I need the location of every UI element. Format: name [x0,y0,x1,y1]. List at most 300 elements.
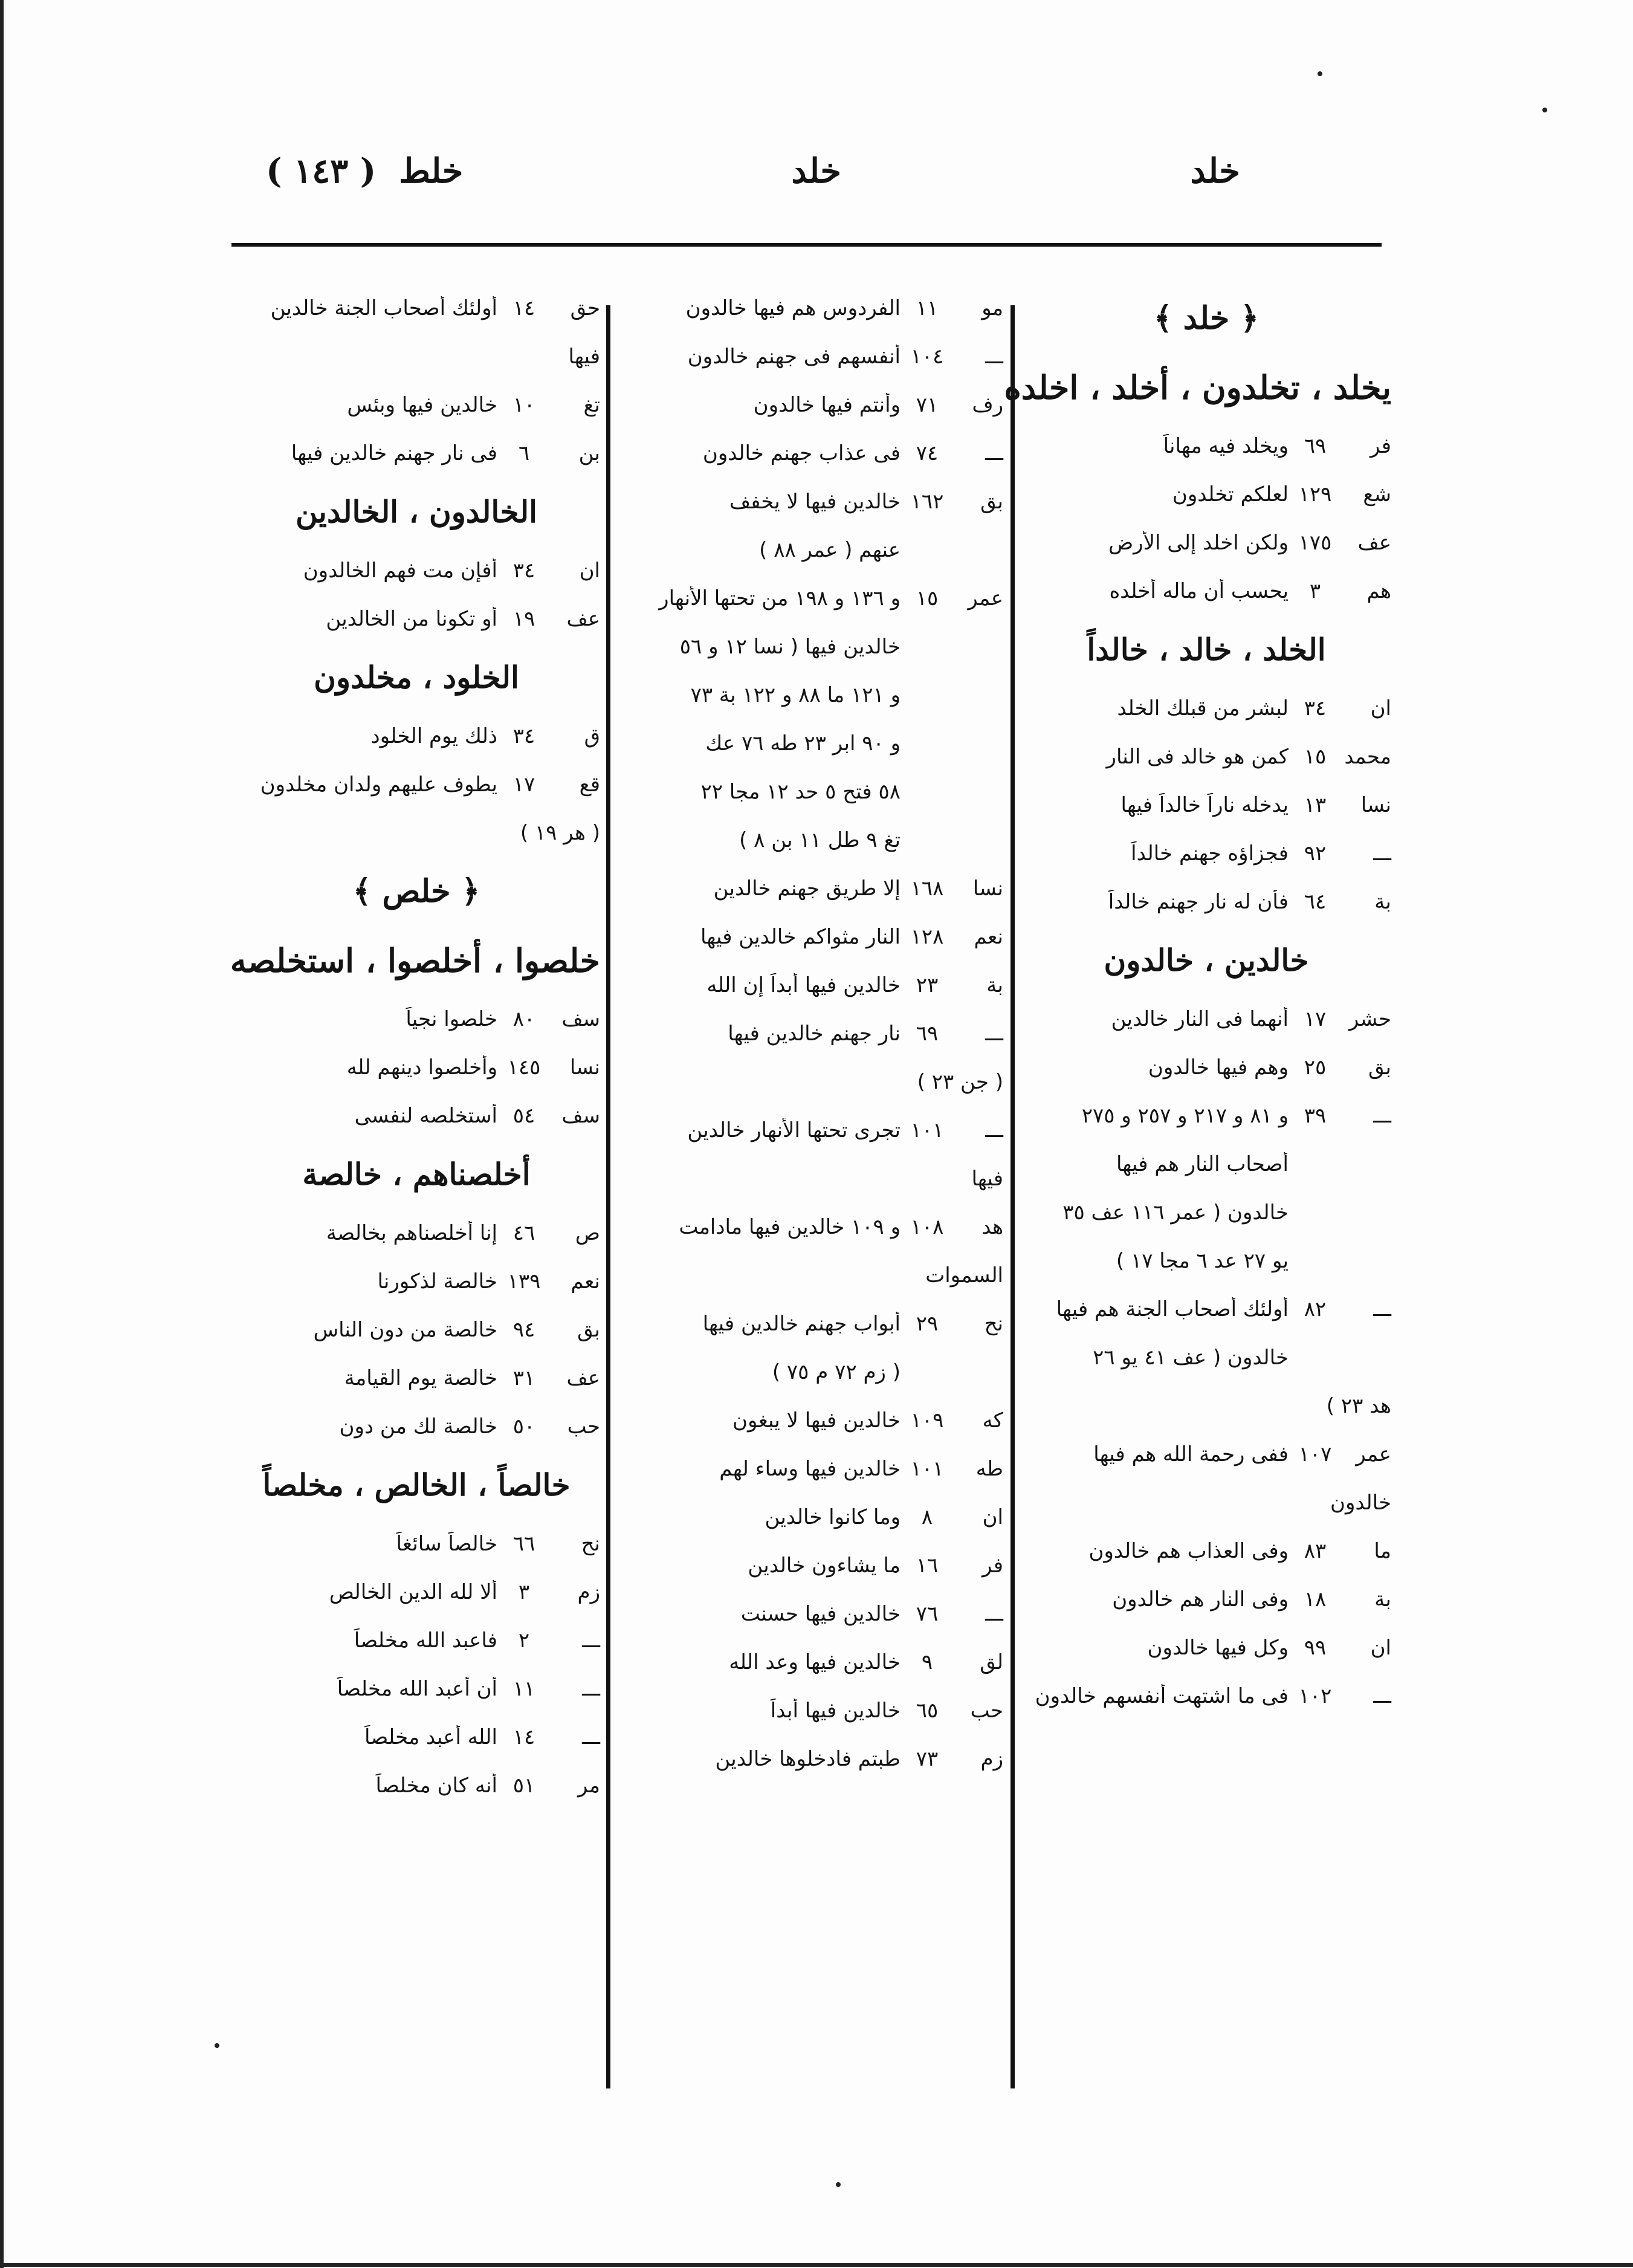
verse-excerpt: فى نار جهنم خالدين فيها [291,441,497,465]
verse-number: ٩٤ [513,1318,535,1342]
verse-excerpt: خالدين فيها أبداً [770,1699,901,1723]
surah-code: ان [982,1505,1003,1529]
entry-row [1021,1092,1391,1140]
verse-excerpt: وفى النار هم خالدون [1112,1587,1289,1612]
verse-number: ١٢٩ [1298,482,1332,507]
surah-code: عف [1357,531,1391,555]
verse-excerpt: ففى رحمة الله هم فيها [1093,1442,1289,1466]
surah-code: فر [1369,434,1391,458]
entry-row [1021,781,1391,829]
entry-row [233,429,600,478]
entry-row [616,1735,1003,1783]
verse-number: ٦ [518,441,530,465]
verse-number: ١٧ [1304,1007,1327,1031]
verse-excerpt: خالصة من دون الناس [313,1318,497,1342]
verse-number: ٨٠ [513,1007,535,1031]
verse-excerpt: يحسب أن ماله أخلده [1109,579,1289,603]
verse-excerpt: خالدين فيها وبئس [347,393,497,417]
word-forms-subheading: الخلود ، مخلدون [314,659,519,695]
word-forms-subheading: خالصاً ، الخالص ، مخلصاً [262,1467,571,1503]
verse-number: ١٩ [513,607,535,631]
entry-continuation [616,816,1003,864]
verse-number: ١٢٨ [910,925,944,949]
verse-number: ٥٠ [513,1414,535,1439]
entry-row [1021,684,1391,733]
surah-code: ـــ [985,1022,1003,1046]
verse-excerpt: ألا لله الدين الخالص [329,1580,497,1604]
root-heading: ﴿ خلد ﴾ [1154,300,1259,337]
entry-row [616,1445,1003,1493]
entry-row [1021,1624,1391,1672]
verse-number: ١٦٨ [910,876,944,901]
entry-continuation-text: ( هر ١٩ ) [520,821,600,845]
entry-row [233,381,600,429]
entry-row [233,1257,600,1306]
verse-number: ٣٤ [1304,696,1327,721]
word-forms-subheading: الخلد ، خالد ، خالداً [1087,632,1326,667]
entry-continuation [616,526,1003,574]
verse-number: ٦٩ [916,1022,939,1046]
entry-row [233,595,600,643]
verse-excerpt: أبواب جهنم خالدين فيها [702,1312,901,1336]
surah-code: ـــ [985,345,1003,369]
verse-number: ١١ [916,296,939,320]
surah-code: بق [980,490,1003,514]
entry-row [616,332,1003,381]
entry-row [616,1590,1003,1638]
verse-excerpt: وكل فيها خالدون [1147,1636,1289,1660]
entry-row [233,1306,600,1354]
verse-excerpt: الفردوس هم فيها خالدون [685,296,901,320]
verse-excerpt: أولئك أصحاب الجنة هم فيها [1056,1297,1289,1321]
entry-row [1021,1285,1391,1333]
entry-row [233,1209,600,1257]
entry-continuation [616,719,1003,768]
verse-number: ٩٢ [1304,841,1327,866]
surah-code: بق [577,1318,600,1342]
entry-continuation [1021,1237,1391,1285]
word-forms-heading: خلصوا ، أخلصوا ، استخلصه [230,941,600,980]
verse-number: ٢ [518,1628,530,1653]
entry-continuation-text: السموات [925,1263,1003,1288]
verse-number: ١٣ [1304,793,1327,817]
entry-row [616,478,1003,526]
verse-excerpt: و ١٠٩ خالدين فيها مادامت [679,1215,901,1239]
entry-continuation-text: خالدون [1330,1491,1391,1515]
surah-code: زم [980,1747,1003,1771]
entry-continuation-text: يو ٢٧ عد ٦ مجا ١٧ ) [1116,1249,1289,1273]
verse-excerpt: خالصة يوم القيامة [344,1366,497,1390]
entry-row [616,1638,1003,1686]
verse-excerpt: أفإن مت فهم الخالدون [303,559,497,583]
entry-row [1021,733,1391,781]
entry-row [1021,470,1391,519]
surah-code: تغ [583,393,600,417]
verse-excerpt: وفى العذاب هم خالدون [1088,1539,1289,1563]
entry-row [616,429,1003,478]
entry-continuation [616,623,1003,671]
surah-code: ـــ [582,1628,600,1653]
verse-number: ٩ [921,1650,933,1674]
entry-continuation [616,1058,1003,1106]
verse-number: ٩٩ [1304,1636,1327,1660]
verse-excerpt: كمن هو خالد فى النار [1106,745,1289,769]
verse-number: ٧٣ [916,1747,939,1771]
verse-number: ٦٩ [1304,434,1327,458]
surah-code: هد [981,1215,1003,1239]
verse-excerpt: خلصوا نجياً [406,1007,497,1031]
entry-continuation-text: خالدين فيها ( نسا ١٢ و ٥٦ [679,635,901,659]
surah-code: نعم [571,1269,600,1294]
verse-number: ٢٣ [916,973,939,997]
entry-row [233,712,600,760]
entry-continuation-text: فيها [971,1167,1003,1191]
scan-frame-left-edge [0,0,4,2268]
verse-number: ٢٩ [916,1312,939,1336]
surah-code: زم [577,1580,600,1604]
entry-continuation [1021,1140,1391,1188]
verse-number: ١٧ [513,773,535,797]
surah-code: نح [581,1532,600,1556]
verse-excerpt: ما يشاءون خالدين [748,1554,901,1578]
entry-continuation [1021,1382,1391,1430]
verse-number: ٣٤ [513,724,535,748]
verse-number: ١٠١ [910,1457,944,1481]
word-forms-subheading: أخلصناهم ، خالصة [302,1156,531,1192]
surah-code: ـــ [985,1118,1003,1142]
scan-speck [1318,71,1322,76]
verse-number: ٣ [1309,579,1321,603]
word-forms-heading: يخلد ، تخلدون ، أخلد ، اخلده [1004,368,1391,407]
entry-continuation [616,1251,1003,1300]
entry-continuation-text: ( جن ٢٣ ) [917,1070,1003,1094]
surah-code: بق [1368,1055,1391,1080]
verse-excerpt: إلا طريق جهنم خالدين [713,876,901,901]
entry-row [1021,995,1391,1043]
column-divider-right [1011,305,1015,2088]
verse-excerpt: فجزاؤه جهنم خالداً [1131,841,1289,866]
verse-number: ٧٦ [916,1602,939,1626]
verse-excerpt: أستخلصه لنفسى [354,1104,497,1128]
entry-continuation [1021,1188,1391,1237]
entry-continuation-text: فيها [568,345,600,369]
entry-row [1021,829,1391,878]
entry-row [1021,422,1391,470]
verse-number: ٦٥ [916,1699,939,1723]
verse-excerpt: النار مثواكم خالدين فيها [700,925,901,949]
verse-number: ١٦٢ [910,490,944,514]
verse-number: ١٠ [513,393,535,417]
entry-row [616,1106,1003,1155]
surah-code: ـــ [582,1725,600,1749]
verse-number: ٣١ [513,1366,535,1390]
verse-number: ١٤٥ [507,1055,541,1080]
verse-number: ٣٩ [1304,1104,1327,1128]
word-forms-subheading: خالدين ، خالدون [1104,942,1309,978]
entry-row [616,864,1003,913]
entry-continuation [1021,1333,1391,1382]
entry-row [616,1203,1003,1251]
verse-excerpt: خالصة لذكورنا [377,1269,497,1294]
verse-number: ٦٤ [1304,890,1327,914]
column-divider-left [606,305,610,2088]
surah-code: ـــ [985,441,1003,465]
verse-number: ١٨ [1304,1587,1327,1612]
verse-number: ١٠٤ [910,345,944,369]
verse-number: ٦٦ [513,1532,535,1556]
surah-code: مو [981,296,1003,320]
column-left [230,284,600,1810]
surah-code: ان [1370,696,1391,721]
verse-excerpt: ذلك يوم الخلود [370,724,497,748]
verse-excerpt: وهم فيها خالدون [1148,1055,1289,1080]
verse-number: ٤٦ [513,1221,535,1245]
surah-code: عمر [968,586,1003,611]
running-header-middle: خلد [791,151,841,191]
verse-excerpt: تجرى تحتها الأنهار خالدين [687,1118,901,1142]
page-number: ( ١٤٣ ) [266,151,377,191]
verse-excerpt: أولئك أصحاب الجنة خالدين [270,296,497,320]
verse-excerpt: يدخله ناراً خالداً فيها [1120,793,1289,817]
entry-row [233,1568,600,1616]
surah-code: ـــ [1373,841,1391,866]
verse-number: ١٧٥ [1298,531,1332,555]
entry-continuation [616,1348,1003,1396]
surah-code: نعم [974,925,1003,949]
verse-number: ١٥ [1304,745,1327,769]
verse-excerpt: أنه كان مخلصاً [375,1774,497,1798]
entry-continuation-text: أصحاب النار هم فيها [1116,1152,1289,1176]
entry-row [233,1616,600,1665]
entry-continuation [1021,1479,1391,1527]
entry-continuation-text: ٥٨ فتح ٥ حد ١٢ مجا ٢٢ [700,780,901,804]
entry-row [233,1043,600,1092]
verse-number: ١٠٢ [1298,1684,1332,1708]
entry-row [616,574,1003,623]
verse-excerpt: فى ما اشتهت أنفسهم خالدون [1035,1684,1289,1708]
verse-number: ١١ [513,1677,535,1701]
surah-code: محمد [1344,745,1391,769]
entry-continuation [233,332,600,381]
entry-row [233,1520,600,1568]
verse-number: ١٤ [513,296,535,320]
entry-continuation-text: عنهم ( عمر ٨٨ ) [759,538,901,562]
verse-excerpt: لبشر من قبلك الخلد [1117,696,1289,721]
verse-excerpt: أن أعبد الله مخلصاً [337,1677,497,1701]
entry-row [616,1541,1003,1590]
surah-code: ـــ [582,1677,600,1701]
verse-number: ١٥ [916,586,939,611]
surah-code: لق [980,1650,1003,1674]
entry-row [1021,519,1391,567]
entry-row [616,1009,1003,1058]
entry-row [233,546,600,595]
verse-excerpt: ويخلد فيه مهاناً [1163,434,1289,458]
entry-continuation [233,809,600,857]
entry-continuation-text: و ١٢١ ما ٨٨ و ١٢٢ بة ٧٣ [690,683,901,707]
surah-code: سف [561,1007,600,1031]
verse-number: ١٣٩ [507,1269,541,1294]
verse-excerpt: نار جهنم خالدين فيها [728,1022,901,1046]
verse-excerpt: خالدين فيها حسنت [740,1602,901,1626]
surah-code: حشر [1348,1007,1391,1031]
verse-excerpt: وما كانوا خالدين [765,1505,901,1529]
running-header-right: خلد [1190,151,1240,191]
verse-excerpt: وأنتم فيها خالدون [753,393,901,417]
verse-excerpt: فاعبد الله مخلصاً [354,1628,497,1653]
verse-excerpt: خالدين فيها أبداً إن الله [707,973,901,997]
verse-excerpt: إنا أخلصناهم بخالصة [326,1221,497,1245]
surah-code: ـــ [1373,1684,1391,1708]
entry-row [616,1300,1003,1348]
verse-number: ٣٤ [513,559,535,583]
verse-number: ١٦ [916,1554,939,1578]
verse-number: ٨ [921,1505,933,1529]
verse-number: ١٠٨ [910,1215,944,1239]
entry-row [233,1761,600,1810]
surah-code: هم [1366,579,1391,603]
column-middle [616,284,1003,1783]
verse-excerpt: خالدين فيها وعد الله [729,1650,901,1674]
verse-excerpt: خالصة لك من دون [339,1414,497,1439]
verse-excerpt: ولكن اخلد إلى الأرض [1108,531,1289,555]
surah-code: نح [984,1312,1003,1336]
verse-number: ٨٣ [1304,1539,1327,1563]
entry-row [616,1396,1003,1445]
verse-number: ٥٤ [513,1104,535,1128]
verse-excerpt: وأخلصوا دينهم لله [346,1055,497,1080]
entry-row [233,1713,600,1761]
verse-excerpt: خالصاً سائغاً [396,1532,497,1556]
verse-excerpt: فى عذاب جهنم خالدون [702,441,901,465]
entry-continuation-text: خالدون ( عف ٤١ يو ٢٦ [1093,1346,1289,1370]
surah-code: عف [566,607,600,631]
header-rule [231,243,1382,247]
surah-code: نسا [972,876,1003,901]
entry-row [1021,1043,1391,1092]
surah-code: ان [1370,1636,1391,1660]
entry-continuation-text: تغ ٩ طل ١١ بن ٨ ) [739,828,901,852]
entry-row [233,1402,600,1451]
column-right [1004,284,1391,1720]
verse-number: ٣ [518,1580,530,1604]
verse-excerpt: و ٨١ و ٢١٧ و ٢٥٧ و ٢٧٥ [1081,1104,1289,1128]
surah-code: كه [982,1408,1003,1433]
verse-excerpt: خالدين فيها وساء لهم [719,1457,901,1481]
verse-excerpt: أنفسهم فى جهنم خالدون [687,345,901,369]
entry-row [616,961,1003,1009]
verse-excerpt: الله أعبد مخلصاً [364,1725,497,1749]
surah-code: بن [578,441,600,465]
surah-code: بة [1374,1587,1391,1612]
entry-row [233,1354,600,1402]
verse-excerpt: و ١٣٦ و ١٩٨ من تحتها الأنهار [659,586,901,611]
verse-number: ٢٥ [1304,1055,1327,1080]
entry-row [1021,567,1391,615]
verse-excerpt: يطوف عليهم ولدان مخلدون [260,773,497,797]
running-header-left: خلط [399,151,464,191]
surah-code: بة [986,973,1003,997]
entry-row [233,760,600,809]
surah-code: ـــ [1373,1297,1391,1321]
entry-row [233,284,600,332]
surah-code: نسا [569,1055,600,1080]
surah-code: عمر [1356,1442,1391,1466]
surah-code: ان [579,559,600,583]
surah-code: قع [579,773,600,797]
entry-row [233,995,600,1043]
entry-row [616,1493,1003,1541]
surah-code: ق [584,724,600,748]
verse-number: ٧١ [916,393,939,417]
entry-row [1021,878,1391,926]
verse-number: ٨٢ [1304,1297,1327,1321]
surah-code: حب [567,1414,600,1439]
entry-row [616,1686,1003,1735]
entry-continuation-text: هد ٢٣ ) [1326,1394,1391,1418]
verse-excerpt: خالدين فيها لا يبغون [732,1408,901,1433]
word-forms-subheading: الخالدون ، الخالدين [295,494,538,530]
entry-row [616,381,1003,429]
entry-continuation-text: و ٩٠ ابر ٢٣ طه ٧٦ عك [705,731,901,756]
surah-code: عف [566,1366,600,1390]
entry-row [1021,1672,1391,1720]
surah-code: ص [575,1221,600,1245]
entry-row [1021,1575,1391,1624]
scan-frame-bottom-edge [0,2263,1633,2267]
entry-row [616,913,1003,961]
verse-number: ١٠١ [910,1118,944,1142]
verse-excerpt: خالدين فيها لا يخفف [729,490,901,514]
entry-row [616,284,1003,332]
surah-code: رف [972,393,1003,417]
surah-code: ما [1374,1539,1391,1563]
scan-speck [1542,108,1547,112]
surah-code: ـــ [985,1602,1003,1626]
verse-number: ١٠٧ [1298,1442,1332,1466]
verse-number: ١٤ [513,1725,535,1749]
surah-code: طه [975,1457,1003,1481]
entry-continuation-text: خالدون ( عمر ١١٦ عف ٣٥ [1062,1200,1289,1225]
entry-row [1021,1527,1391,1575]
verse-excerpt: طبتم فادخلوها خالدين [715,1747,901,1771]
root-heading: ﴿ خلص ﴾ [352,873,480,910]
surah-code: حب [970,1699,1003,1723]
scan-speck [215,2043,219,2048]
entry-continuation [616,768,1003,816]
verse-excerpt: فأن له نار جهنم خالداً [1108,890,1289,914]
surah-code: ـــ [1373,1104,1391,1128]
surah-code: حق [570,296,600,320]
verse-excerpt: أو تكونا من الخالدين [326,607,497,631]
verse-excerpt: أنهما فى النار خالدين [1111,1007,1289,1031]
surah-code: سف [561,1104,600,1128]
surah-code: فر [981,1554,1003,1578]
entry-continuation [616,1155,1003,1203]
entry-row [1021,1430,1391,1479]
surah-code: نسا [1360,793,1391,817]
verse-number: ٧٤ [916,441,939,465]
entry-continuation [616,671,1003,719]
verse-excerpt: لعلكم تخلدون [1172,482,1289,507]
entry-row [233,1092,600,1140]
verse-number: ٥١ [513,1774,535,1798]
surah-code: مر [578,1774,600,1798]
verse-number: ١٠٩ [910,1408,944,1433]
surah-code: بة [1374,890,1391,914]
scan-speck [836,2182,841,2187]
entry-row [233,1665,600,1713]
